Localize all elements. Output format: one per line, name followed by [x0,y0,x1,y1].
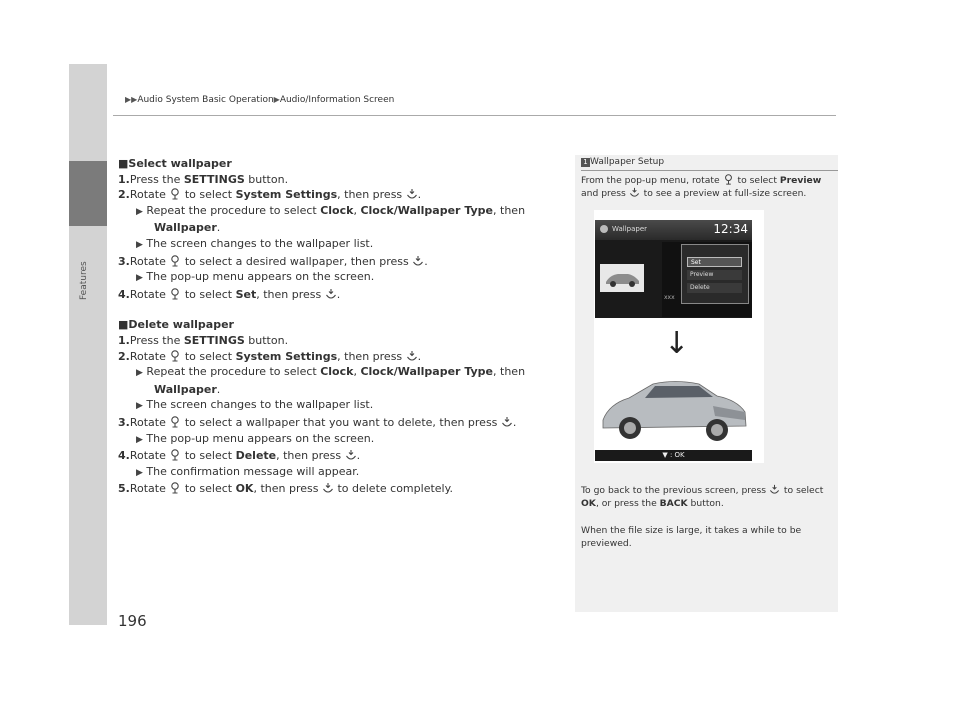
selector-knob-icon [169,350,181,362]
popup-menu [681,244,749,304]
preview-screen [595,368,752,461]
car-image [595,368,752,450]
breadcrumb [125,95,394,105]
breadcrumb-arrow-icon: ▶ [273,95,280,104]
substep: ▶ Repeat the procedure to select Clock, Clock/Wallpaper Type, then [136,203,526,217]
menu-item-delete[interactable]: Delete [687,283,742,293]
section-tab [69,161,107,226]
back-icon [600,225,608,233]
press-button-icon [345,449,357,461]
step: 1.Press the SETTINGS button. [118,172,289,186]
result-arrow-icon: ▶ [136,273,143,284]
press-button-icon [769,484,781,496]
step: 2.Rotate to select System Settings, then press . [118,349,422,363]
press-button-icon: ▼ [662,451,668,459]
result-arrow-icon: ▶ [136,401,143,412]
menu-item-preview[interactable]: Preview [687,270,742,280]
down-arrow-icon: ↓ [664,326,690,361]
press-button-icon [501,416,513,428]
substep: ▶ The screen changes to the wallpaper list. [136,236,374,250]
substep-cont: Wallpaper. [154,221,221,235]
page-number: 196 [118,612,147,630]
note-paragraph: To go back to the previous screen, press to select OK, or press the BACK button. [581,485,824,510]
screen-clock: 12:34 [713,222,748,236]
side-tab-label: Features [79,261,89,300]
substep: ▶ The confirmation message will appear. [136,464,360,478]
note-paragraph: From the pop-up menu, rotate to select Preview and press to see a preview at full-size screen. [581,175,822,200]
press-button-icon [406,350,418,362]
selector-knob-icon [169,188,181,200]
section-heading-select: ■Select wallpaper [118,157,232,170]
square-bullet-icon: ■ [118,157,129,170]
selector-knob-icon [169,288,181,300]
note-paragraph: When the file size is large, it takes a while to be previewed. [581,525,802,550]
substep: ▶ The screen changes to the wallpaper list. [136,398,374,412]
step: 4.Rotate to select Set, then press . [118,287,341,301]
press-button-icon [325,288,337,300]
step: 2.Rotate to select System Settings, then press . [118,188,422,202]
screen-title: Wallpaper [612,225,648,233]
square-bullet-icon: ■ [118,318,129,332]
substep-cont: Wallpaper. [154,382,221,396]
breadcrumb-item: Audio System Basic Operation [137,95,274,105]
note-title: 1 Wallpaper Setup [581,157,664,167]
note-number-icon: 1 [581,158,590,167]
press-button-icon [406,188,418,200]
result-arrow-icon: ▶ [136,206,143,217]
step: 3.Rotate to select a wallpaper that you want to delete, then press . [118,415,517,429]
wallpaper-screen [595,220,752,318]
section-heading-delete: ■Delete wallpaper [118,318,234,332]
substep: ▶ The pop-up menu appears on the screen. [136,431,375,445]
substep: ▶ The pop-up menu appears on the screen. [136,270,375,284]
header-rule [113,115,836,116]
result-arrow-icon: ▶ [136,368,143,379]
selector-knob-icon [169,449,181,461]
sidebar-strip [69,64,107,625]
result-arrow-icon: ▶ [136,239,143,250]
preview-bar: ▼ : OK [595,450,752,461]
selector-knob-icon [169,416,181,428]
breadcrumb-item: Audio/Information Screen [279,95,395,105]
selector-knob-icon [169,255,181,267]
wallpaper-thumbnail [600,264,644,292]
step: 5.Rotate to select OK, then press to delete completely. [118,482,454,496]
press-button-icon [322,482,334,494]
press-button-icon [629,187,641,199]
result-arrow-icon: ▶ [136,434,143,445]
step: 3.Rotate to select a desired wallpaper, then press . [118,254,428,268]
menu-item-set[interactable]: Set [687,257,742,267]
list-item: xxx [664,294,675,301]
result-arrow-icon: ▶ [136,467,143,478]
selector-knob-icon [169,482,181,494]
press-button-icon [412,255,424,267]
step: 1.Press the SETTINGS button. [118,333,289,347]
selector-knob-icon [723,174,735,186]
substep: ▶ Repeat the procedure to select Clock, Clock/Wallpaper Type, then [136,365,526,379]
note-rule [581,170,838,171]
step: 4.Rotate to select Delete, then press . [118,449,361,463]
main-content [118,156,558,497]
breadcrumb-arrow-icon: ▶▶ [125,95,138,104]
